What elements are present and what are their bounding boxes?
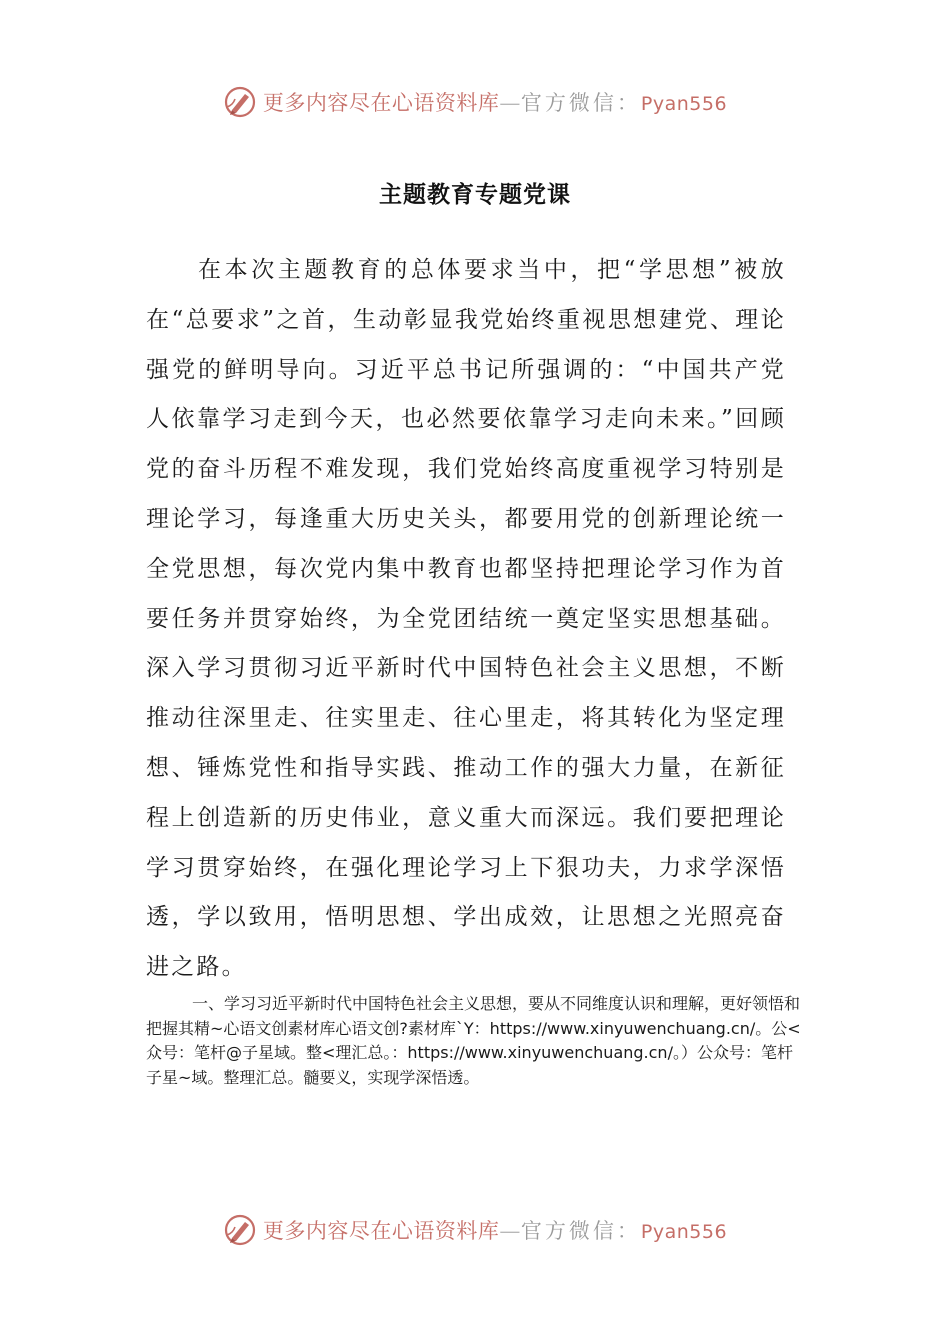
pen-logo-icon xyxy=(223,85,257,119)
banner-wechat-id: Pyan556 xyxy=(640,93,728,115)
footer-watermark-banner xyxy=(0,1208,950,1252)
document-note: 一、学习习近平新时代中国特色社会主义思想，要从不同维度认识和理解，更好领悟和把握其精~心语文创素材库心语文创?素材库`Y：https://www.xinyuwenchuang.cn/。公<众号：笔杆@子星域。整<理汇总。：https://www.xinyuwenchuang.cn/。）公众号：笔杆子星~域。整理汇总。髓要义，实现学深悟透。 xyxy=(146,994,801,1087)
banner-wechat-label: 官方微信： xyxy=(520,91,641,115)
banner-wechat-id: Pyan556 xyxy=(640,1221,728,1243)
banner-text xyxy=(263,87,727,117)
banner-dash: — xyxy=(499,1219,521,1243)
banner-wechat-label: 官方微信： xyxy=(520,1219,641,1243)
pen-logo-icon xyxy=(223,1213,257,1247)
banner-main-text: 更多内容尽在心语资料库 xyxy=(262,91,500,115)
banner-dash: — xyxy=(499,91,521,115)
banner-text xyxy=(263,1215,727,1245)
document-paragraph: 在本次主题教育的总体要求当中，把“学思想”被放在“总要求”之首，生动彰显我党始终重视思想建党、理论强党的鲜明导向。习近平总书记所强调的：“中国共产党人依靠学习走到今天，也必然要依靠学习走向未来。”回顾党的奋斗历程不难发现，我们党始终高度重视学习特别是理论学习，每逢重大历史关头，都要用党的创新理论统一全党思想，每次党内集中教育也都坚持把理论学习作为首要任务并贯穿始终，为全党团结统一奠定坚实思想基础。深入学习贯彻习近平新时代中国特色社会主义思想，不断推动往深里走、往实里走、往心里走，将其转化为坚定理想、锤炼党性和指导实践、推动工作的强大力量，在新征程上创造新的历史伟业，意义重大而深远。我们要把理论学习贯穿始终，在强化理论学习上下狠功夫，力求学深悟透，学以致用，悟明思想、学出成效，让思想之光照亮奋进之路。 xyxy=(146,257,786,981)
document-title: 主题教育专题党课 xyxy=(379,182,571,208)
header-watermark-banner xyxy=(0,80,950,124)
banner-main-text: 更多内容尽在心语资料库 xyxy=(262,1219,500,1243)
